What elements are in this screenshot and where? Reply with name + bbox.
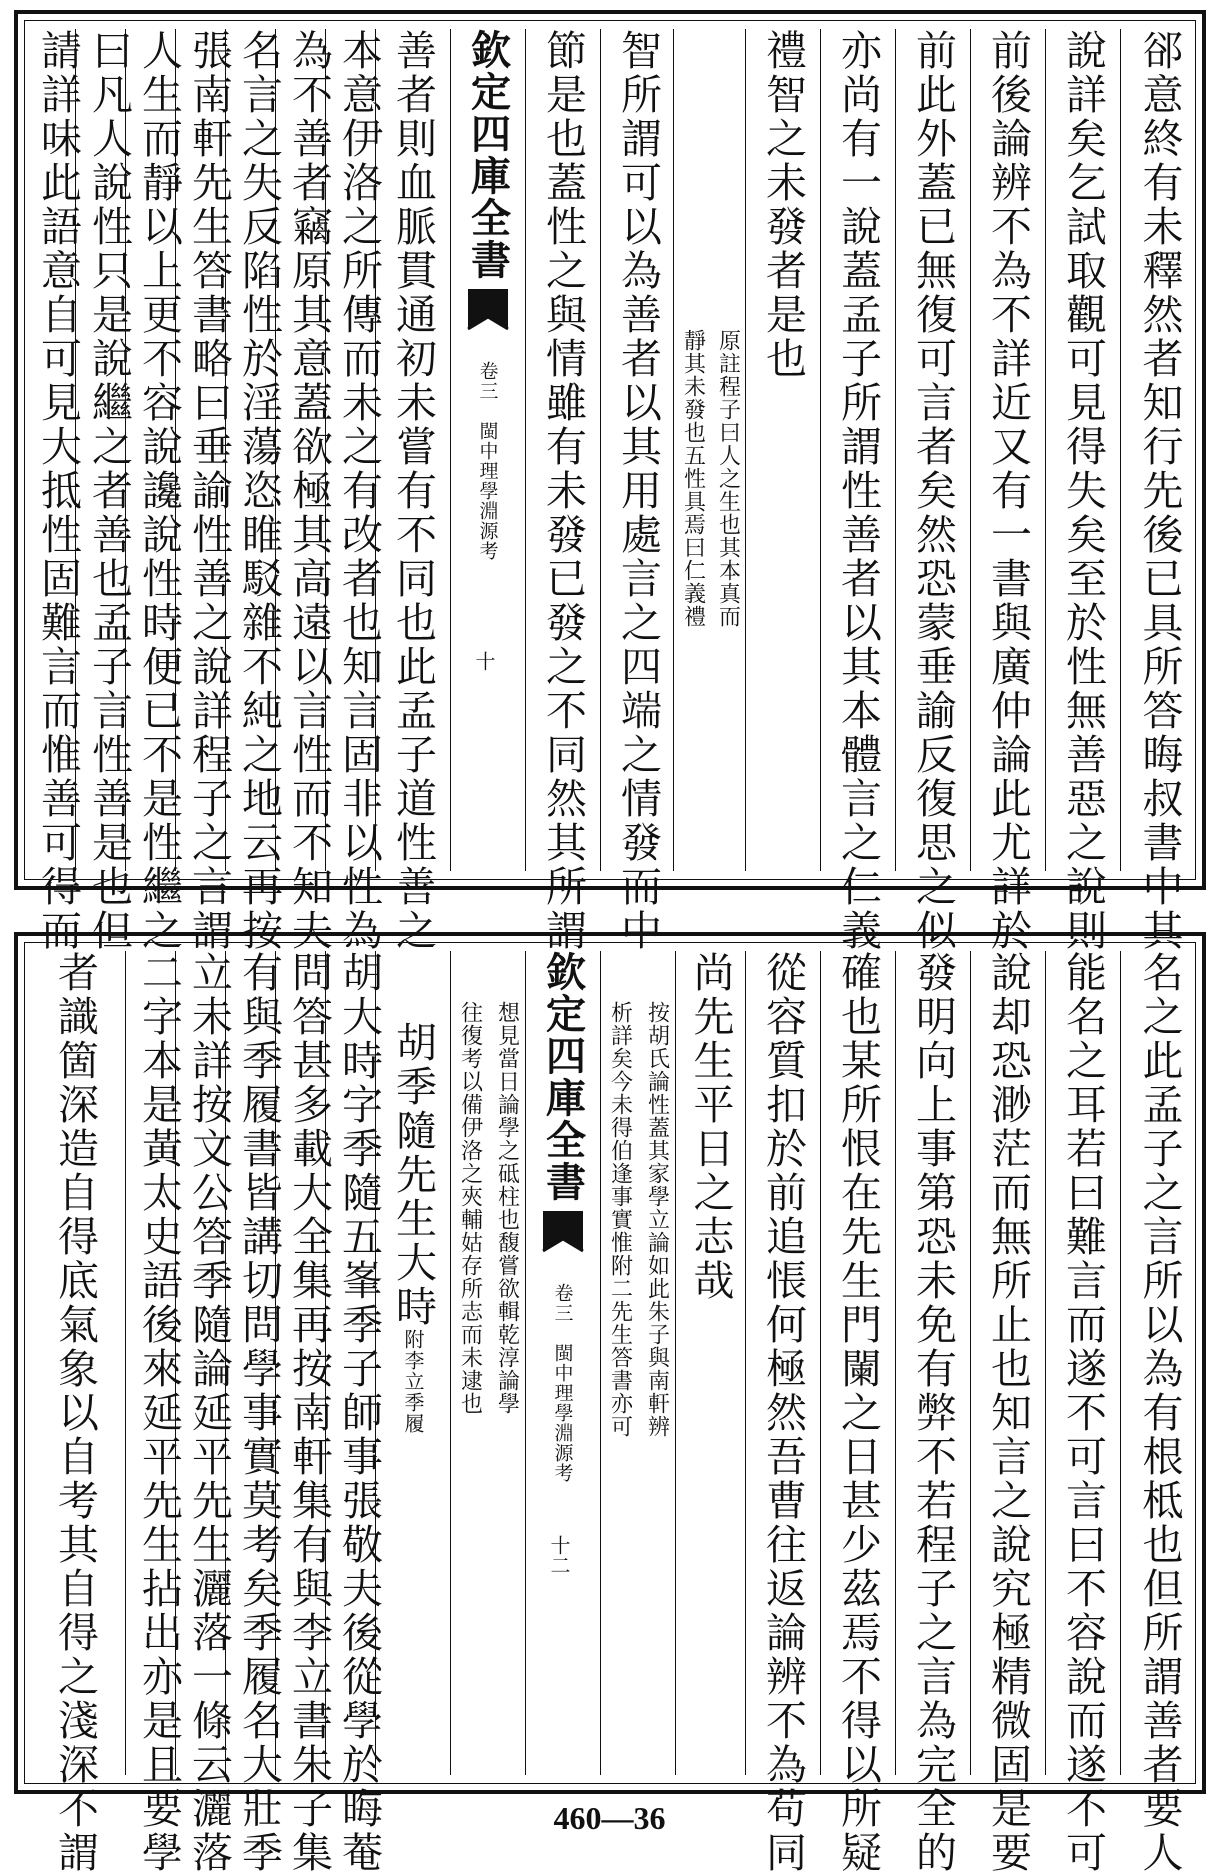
folio-number: 十 (472, 651, 496, 671)
center-header-column (525, 951, 600, 1775)
annotation-text: 析詳矣今未得伯逢事實惟附二先生答書亦可 (607, 1001, 633, 1438)
column-text: 能名之耳若曰難言而遂不可言曰不容說而遂不可 (1059, 951, 1107, 1875)
text-column (25, 951, 125, 1875)
column-text: 人生而靜以上更不容說讒說性時便已不是性繼之 (135, 29, 183, 953)
text-column (1120, 29, 1198, 953)
text-column (970, 29, 1045, 953)
text-column (25, 29, 82, 953)
column-text: 名言之失反陷性於淫蕩恣睢駁雜不純之地云再按 (235, 29, 283, 953)
column-text: 胡大時字季隨五峯季子師事張敬夫後從學於晦菴 (335, 951, 383, 1875)
column-text: 說却恐渺茫而無所止也知言之說究極精微固是要 (984, 951, 1032, 1875)
center-header-column (450, 29, 525, 871)
column-text: 說詳矣乞試取觀可見得失矣至於性無善惡之說則 (1059, 29, 1107, 953)
column-text: 名之此孟子之言所以為有根柢也但所謂善者要人 (1135, 951, 1184, 1875)
volume-and-book-name: 卷三 閩中理學淵源考 (551, 1283, 574, 1483)
text-column (895, 29, 970, 953)
fish-tail-mark-icon (468, 289, 508, 353)
annotation-column (600, 951, 675, 1775)
column-text: 本意伊洛之所傳而未之有改者也知言固非以性為 (335, 29, 383, 953)
text-column (1045, 29, 1120, 953)
text-column-with-annotation (745, 29, 820, 871)
book-title: 欽定四庫全書 (539, 951, 587, 1203)
text-column (525, 29, 600, 953)
column-text: 確也某所恨在先生門闌之日甚少茲焉不得以所疑 (834, 951, 882, 1875)
column-text: 問答甚多載大全集再按南軒集有與李立書朱子集 (285, 951, 333, 1875)
page-code: 460—36 (553, 1800, 666, 1836)
heading-note: 附李立季履 (401, 1329, 425, 1434)
text-column (895, 951, 970, 1875)
column-text: 禮智之未發者是也 (759, 29, 807, 381)
text-column (675, 951, 745, 1775)
annotation-column (675, 29, 745, 871)
fish-tail-mark-icon (543, 1211, 583, 1275)
column-text: 立未詳按文公答季隨論延平先生灑落一條云灑落 (185, 951, 233, 1875)
text-column (125, 951, 183, 1875)
column-text: 有與季履書皆講切問學事實莫考矣季履名大壯季 (235, 951, 283, 1875)
text-column (1120, 951, 1198, 1875)
column-text: 郤意終有未釋然者知行先後已具所答晦叔書中其 (1135, 29, 1184, 953)
column-text: 尚先生平日之志哉 (686, 951, 735, 1303)
column-text: 曰凡人說性只是說繼之者善也孟子言性善是也但 (85, 29, 133, 953)
folio-number: 十二 (547, 1535, 571, 1575)
column-text: 善者則血脈貫通初未嘗有不同也此孟子道性善之 (389, 29, 437, 953)
top-page-inner-border (24, 20, 1196, 953)
column-text: 亦尚有一說蓋孟子所謂性善者以其本體言之仁義 (834, 29, 882, 953)
volume-and-book-name: 卷三 閩中理學淵源考 (476, 361, 499, 561)
text-column (1045, 951, 1120, 1875)
top-page-frame (14, 10, 1206, 953)
text-column (820, 951, 895, 1875)
text-column (970, 951, 1045, 1875)
column-text: 前此外蓋已無復可言者矣然恐蒙垂諭反復思之似 (909, 29, 957, 953)
section-heading: 胡季隨先生大時 (389, 1021, 437, 1329)
column-text: 智所謂可以為善者以其用處言之四端之情發而中 (614, 29, 662, 953)
text-column (820, 29, 895, 953)
annotation-text: 想見當日論學之砥柱也馥嘗欲輯乾淳論學 (494, 1001, 520, 1415)
text-column (745, 951, 820, 1875)
annotation-text: 按胡氏論性蓋其家學立論如此朱子與南軒辨 (644, 1001, 670, 1438)
column-text: 節是也蓋性之與情雖有未發已發之不同然其所謂 (539, 29, 587, 953)
column-text: 者識箇深造自得底氣象以自考其自得之淺深不謂 (51, 951, 99, 1875)
column-text: 前後論辨不為不詳近又有一書與廣仲論此尤詳於 (984, 29, 1032, 953)
column-text: 請詳味此語意自可見大抵性固難言而惟善可得而 (34, 29, 82, 953)
column-text: 二字本是黃太史語後來延平先生拈出亦是且要學 (135, 951, 183, 1875)
column-text: 發明向上事第恐未免有弊不若程子之言為完全的 (909, 951, 957, 1875)
annotation-text: 原註程子曰人之生也其本真而 (715, 329, 741, 628)
column-text: 為不善者竊原其意蓋欲極其高遠以言性而不知夫 (285, 29, 333, 953)
annotation-text: 往復考以備伊洛之夾輔姑存所志而未逮也 (457, 1001, 483, 1415)
book-title: 欽定四庫全書 (464, 29, 512, 281)
column-text: 張南軒先生答書略曰垂諭性善之說詳程子之言謂 (185, 29, 233, 953)
annotation-column (450, 951, 525, 1775)
annotation-text: 靜其未發也五性具焉曰仁義禮 (680, 329, 706, 628)
text-column (600, 29, 675, 953)
column-text: 從容質扣於前追悵何極然吾曹往返論辨不為苟同 (759, 951, 807, 1875)
